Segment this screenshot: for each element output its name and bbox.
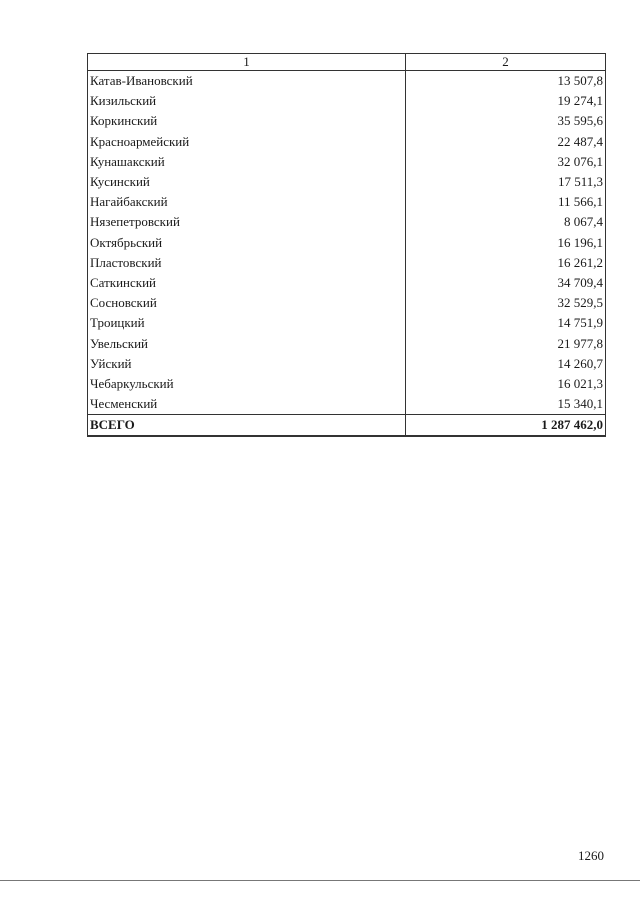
amount-cell: 32 076,1	[406, 152, 606, 172]
amount-cell: 15 340,1	[406, 394, 606, 415]
table-row	[88, 354, 606, 374]
table-row	[88, 132, 606, 152]
bottom-divider	[0, 880, 640, 881]
table-body	[88, 71, 606, 437]
table-row	[88, 313, 606, 333]
district-name-cell: Троицкий	[88, 313, 406, 333]
table-row	[88, 253, 606, 273]
district-name-cell: Саткинский	[88, 273, 406, 293]
district-name-cell: Чесменский	[88, 394, 406, 415]
table-row	[88, 293, 606, 313]
table-row	[88, 233, 606, 253]
amount-cell: 16 021,3	[406, 374, 606, 394]
amount-cell: 17 511,3	[406, 172, 606, 192]
column-header-2: 2	[406, 54, 606, 71]
amount-cell: 34 709,4	[406, 273, 606, 293]
district-name-cell: Кизильский	[88, 91, 406, 111]
table-row	[88, 111, 606, 131]
district-name-cell: Пластовский	[88, 253, 406, 273]
table-row	[88, 394, 606, 415]
district-name-cell: Нагайбакский	[88, 192, 406, 212]
amount-cell: 22 487,4	[406, 132, 606, 152]
district-name-cell: Красноармейский	[88, 132, 406, 152]
district-name-cell: Октябрьский	[88, 233, 406, 253]
table-row	[88, 192, 606, 212]
data-table	[87, 53, 606, 437]
district-name-cell: Кусинский	[88, 172, 406, 192]
table-row	[88, 71, 606, 92]
district-name-cell: Сосновский	[88, 293, 406, 313]
table-row	[88, 212, 606, 232]
table-row	[88, 172, 606, 192]
total-label-cell: ВСЕГО	[88, 415, 406, 437]
total-row	[88, 415, 606, 437]
table-row	[88, 273, 606, 293]
district-name-cell: Уйский	[88, 354, 406, 374]
amount-cell: 21 977,8	[406, 333, 606, 353]
column-header-1: 1	[88, 54, 406, 71]
table-row	[88, 333, 606, 353]
district-name-cell: Катав-Ивановский	[88, 71, 406, 92]
district-name-cell: Чебаркульский	[88, 374, 406, 394]
table-row	[88, 91, 606, 111]
amount-cell: 35 595,6	[406, 111, 606, 131]
district-name-cell: Коркинский	[88, 111, 406, 131]
amount-cell: 8 067,4	[406, 212, 606, 232]
district-name-cell: Увельский	[88, 333, 406, 353]
amount-cell: 32 529,5	[406, 293, 606, 313]
amount-cell: 14 260,7	[406, 354, 606, 374]
page-number: 1260	[578, 848, 604, 863]
amount-cell: 16 196,1	[406, 233, 606, 253]
amount-cell: 16 261,2	[406, 253, 606, 273]
district-name-cell: Нязепетровский	[88, 212, 406, 232]
table-header-row	[88, 54, 606, 71]
amount-cell: 11 566,1	[406, 192, 606, 212]
table-row	[88, 152, 606, 172]
district-name-cell: Кунашакский	[88, 152, 406, 172]
total-amount-cell: 1 287 462,0	[406, 415, 606, 437]
amount-cell: 13 507,8	[406, 71, 606, 92]
amount-cell: 19 274,1	[406, 91, 606, 111]
amount-cell: 14 751,9	[406, 313, 606, 333]
table-row	[88, 374, 606, 394]
